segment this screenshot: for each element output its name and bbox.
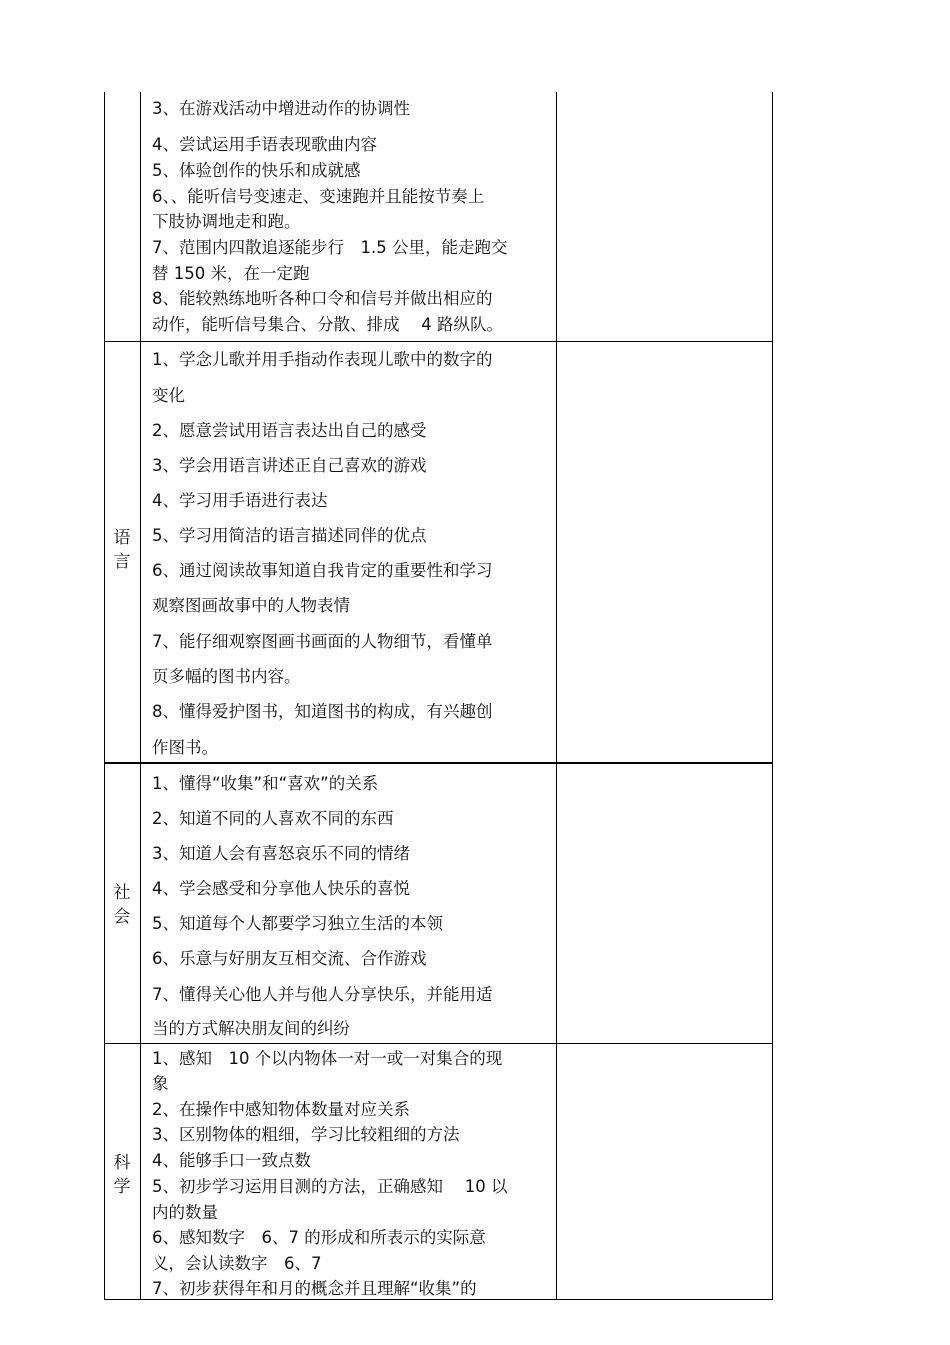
content-line: 当的方式解决朋友间的纠纷	[152, 1019, 350, 1038]
content-line: 动作，能听信号集合、分散、排成 4 路纵队。	[152, 315, 503, 334]
content-line: 象	[152, 1074, 169, 1093]
row-divider-1	[104, 341, 773, 342]
content-line: 页多幅的图书内容。	[152, 667, 301, 686]
content-line: 2、知道不同的人喜欢不同的东西	[152, 809, 394, 828]
content-line: 7、能仔细观察图画书画面的人物细节，看懂单	[152, 632, 493, 651]
content-line: 7、懂得关心他人并与他人分享快乐，并能用适	[152, 985, 493, 1004]
content-line: 义，会认读数字 6、7	[152, 1254, 322, 1273]
content-line: 3、知道人会有喜怒哀乐不同的情绪	[152, 844, 410, 863]
content-line: 4、学会感受和分享他人快乐的喜悦	[152, 879, 410, 898]
content-line: 6、感知数字 6、7 的形成和所表示的实际意	[152, 1228, 486, 1247]
content-line: 1、懂得“收集”和“喜欢”的关系	[152, 774, 379, 793]
content-line: 1、感知 10 个以内物体一对一或一对集合的现	[152, 1049, 503, 1068]
content-line: 6、通过阅读故事知道自我肯定的重要性和学习	[152, 561, 493, 580]
column-divider-content	[556, 92, 557, 1300]
content-line: 观察图画故事中的人物表情	[152, 596, 350, 615]
content-line: 7、初步获得年和月的概念并且理解“收集”的	[152, 1279, 477, 1298]
content-line: 3、在游戏活动中增进动作的协调性	[152, 99, 410, 118]
content-line: 5、学习用简洁的语言描述同伴的优点	[152, 526, 427, 545]
subject-label: 社 会	[113, 883, 131, 927]
content-line: 2、愿意尝试用语言表达出自己的感受	[152, 421, 427, 440]
content-line: 4、尝试运用手语表现歌曲内容	[152, 135, 377, 154]
subject-label: 科 学	[113, 1153, 131, 1197]
row-divider-3	[104, 1043, 773, 1044]
content-line: 4、学习用手语进行表达	[152, 491, 328, 510]
content-line: 替 150 米，在一定跑	[152, 264, 310, 283]
table-border-right	[772, 92, 773, 1300]
content-line: 7、范围内四散追逐能步行 1.5 公里，能走跑交	[152, 238, 508, 257]
table-border-bottom	[104, 1299, 773, 1300]
table-border-left	[104, 92, 105, 1300]
content-line: 1、学念儿歌并用手指动作表现儿歌中的数字的	[152, 350, 493, 369]
content-line: 内的数量	[152, 1203, 218, 1222]
content-line: 8、能较熟练地听各种口令和信号并做出相应的	[152, 289, 493, 308]
content-line: 4、能够手口一致点数	[152, 1151, 311, 1170]
content-line: 2、在操作中感知物体数量对应关系	[152, 1100, 410, 1119]
content-line: 5、知道每个人都要学习独立生活的本领	[152, 914, 443, 933]
column-divider-subject	[140, 92, 141, 1300]
content-line: 6、、能听信号变速走、变速跑并且能按节奏上	[152, 187, 485, 206]
content-line: 5、体验创作的快乐和成就感	[152, 161, 361, 180]
content-line: 作图书。	[152, 738, 218, 757]
row-divider-2	[104, 762, 773, 764]
subject-label: 语 言	[113, 528, 131, 572]
content-line: 8、懂得爱护图书，知道图书的构成，有兴趣创	[152, 702, 493, 721]
content-line: 3、学会用语言讲述正自己喜欢的游戏	[152, 456, 427, 475]
content-line: 3、区别物体的粗细，学习比较粗细的方法	[152, 1125, 460, 1144]
content-line: 6、乐意与好朋友互相交流、合作游戏	[152, 949, 427, 968]
content-line: 5、初步学习运用目测的方法，正确感知 10 以	[152, 1177, 508, 1196]
content-line: 变化	[152, 386, 185, 405]
content-line: 下肢协调地走和跑。	[152, 212, 301, 231]
